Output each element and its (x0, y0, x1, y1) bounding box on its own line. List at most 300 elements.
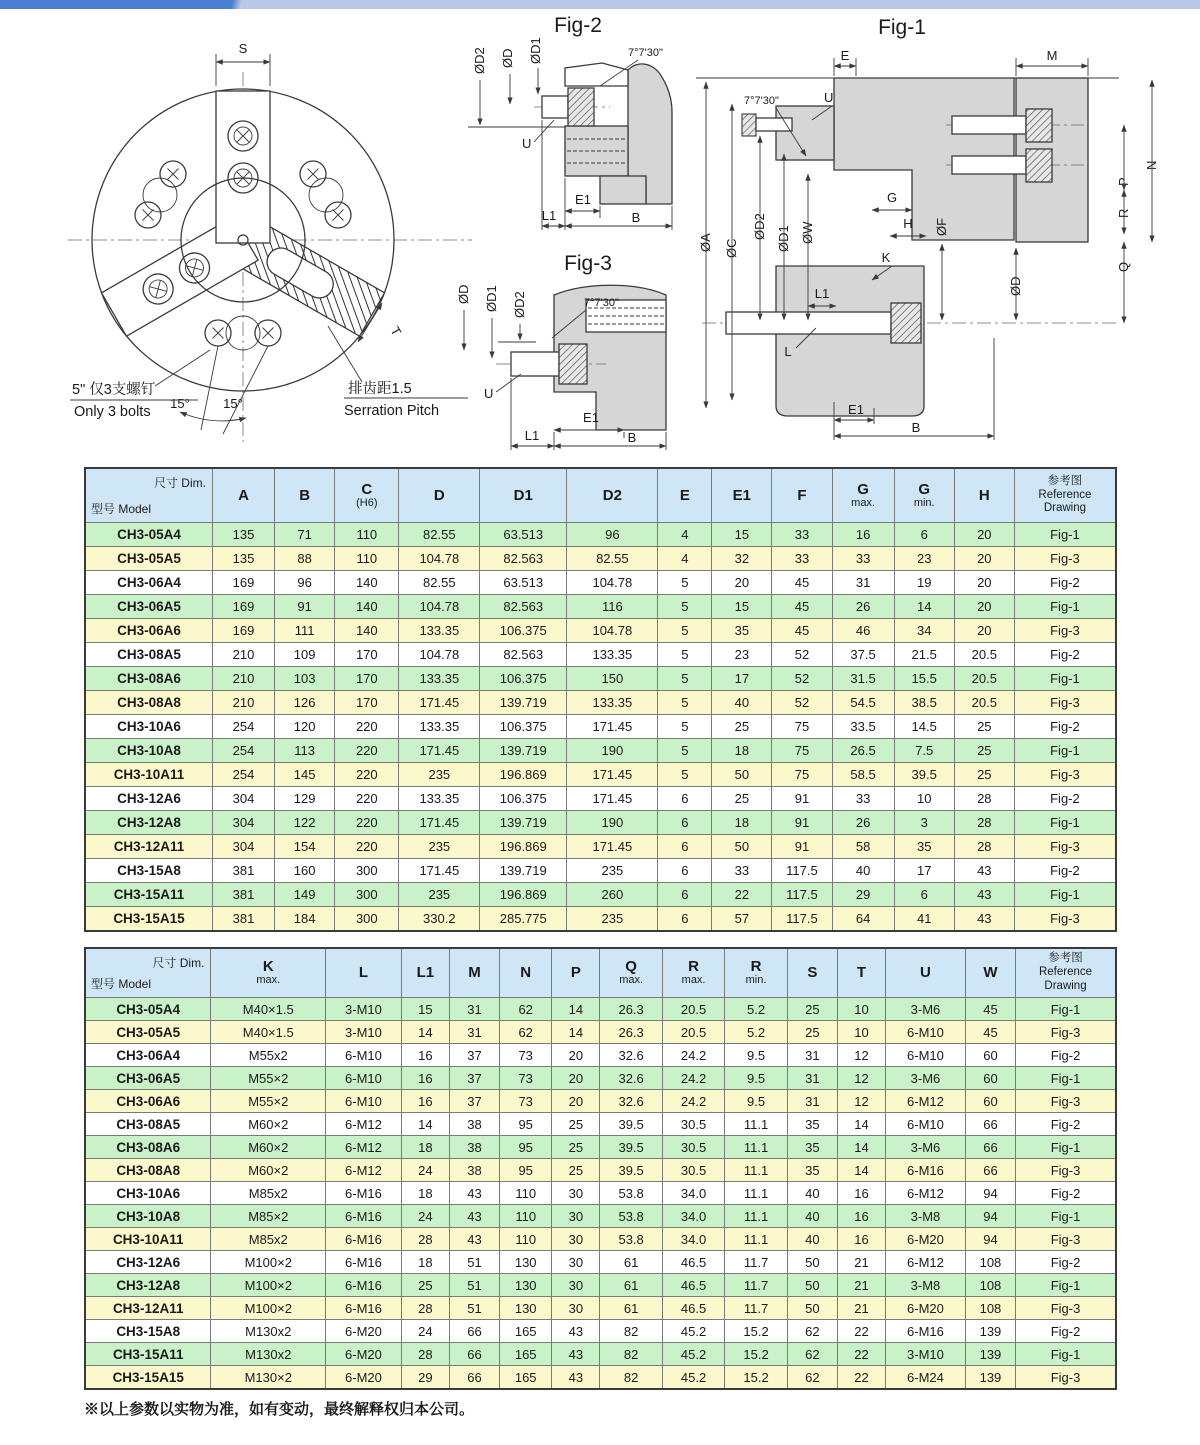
value-cell: 62 (787, 1320, 837, 1343)
model-cell: CH3-12A6 (85, 1251, 211, 1274)
value-cell: 139 (965, 1320, 1015, 1343)
value-cell: 15.2 (725, 1320, 787, 1343)
fig1-ow-label: ØW (800, 221, 815, 244)
value-cell: 71 (275, 523, 335, 547)
value-cell: 52 (772, 691, 832, 715)
value-cell: 33 (832, 787, 894, 811)
column-header: F (772, 468, 832, 523)
value-cell: 171.45 (567, 787, 658, 811)
value-cell: 169 (212, 619, 274, 643)
table-row (85, 1274, 1116, 1297)
table-row (85, 595, 1116, 619)
value-cell: 22 (837, 1343, 885, 1366)
value-cell: 28 (954, 835, 1014, 859)
value-cell: 15.2 (725, 1343, 787, 1366)
dim-s-label: S (238, 41, 248, 56)
value-cell: 381 (212, 883, 274, 907)
value-cell: 104.78 (399, 643, 480, 667)
value-cell: 133.35 (567, 691, 658, 715)
value-cell: M55×2 (211, 1067, 326, 1090)
value-cell: 38 (449, 1113, 499, 1136)
value-cell: 6-M16 (326, 1274, 402, 1297)
fig2-e1-label: E1 (575, 192, 591, 207)
value-cell: 254 (212, 739, 274, 763)
value-cell: M40×1.5 (211, 998, 326, 1021)
value-cell: 6-M12 (886, 1251, 966, 1274)
value-cell: 5 (658, 763, 712, 787)
value-cell: 66 (965, 1159, 1015, 1182)
table-row (85, 1182, 1116, 1205)
fig1-h-label: H (903, 216, 913, 231)
value-cell: 10 (837, 998, 885, 1021)
fig1-u-label: U (824, 90, 834, 105)
value-cell: 26.3 (600, 1021, 662, 1044)
reference-drawing-header: 参考图 Reference Drawing (1014, 468, 1116, 523)
value-cell: M40×1.5 (211, 1021, 326, 1044)
fig1-of-label: ØF (934, 217, 949, 236)
value-cell: 91 (772, 787, 832, 811)
value-cell: 31 (449, 1021, 499, 1044)
value-cell: 133.35 (399, 667, 480, 691)
reference-cell: Fig-3 (1014, 691, 1116, 715)
note-bolts-en: Only 3 bolts (74, 404, 151, 420)
value-cell: 30 (552, 1228, 600, 1251)
reference-cell: Fig-3 (1016, 1366, 1116, 1390)
value-cell: 14.5 (894, 715, 954, 739)
value-cell: 130 (500, 1297, 552, 1320)
column-header: U (886, 948, 966, 998)
value-cell: 11.7 (725, 1297, 787, 1320)
value-cell: 60 (965, 1044, 1015, 1067)
fig3-drawing (436, 240, 704, 458)
column-header: B (275, 468, 335, 523)
value-cell: 24.2 (662, 1067, 724, 1090)
value-cell: 82.563 (480, 643, 567, 667)
reference-cell: Fig-1 (1014, 739, 1116, 763)
value-cell: 50 (712, 835, 772, 859)
fig3-d2-label: ØD2 (512, 291, 527, 318)
model-cell: CH3-05A4 (85, 523, 212, 547)
value-cell: 62 (500, 1021, 552, 1044)
value-cell: 300 (335, 883, 399, 907)
model-cell: CH3-10A11 (85, 1228, 211, 1251)
value-cell: 45.2 (662, 1366, 724, 1390)
reference-cell: Fig-3 (1016, 1297, 1116, 1320)
reference-cell: Fig-2 (1014, 571, 1116, 595)
value-cell: 46 (832, 619, 894, 643)
value-cell: 14 (401, 1021, 449, 1044)
column-header: E (658, 468, 712, 523)
value-cell: M130x2 (211, 1343, 326, 1366)
reference-cell: Fig-3 (1014, 835, 1116, 859)
value-cell: 25 (552, 1159, 600, 1182)
table-corner-header: 尺寸 Dim. 型号 Model (85, 948, 211, 998)
value-cell: 126 (275, 691, 335, 715)
column-header: M (449, 948, 499, 998)
value-cell: 220 (335, 763, 399, 787)
value-cell: 30.5 (662, 1136, 724, 1159)
value-cell: 210 (212, 667, 274, 691)
fig1-angle-label: 7°7'30" (744, 95, 779, 107)
fig1-od-label: ØD (1008, 276, 1023, 296)
table-row (85, 523, 1116, 547)
value-cell: 6-M12 (326, 1159, 402, 1182)
value-cell: 34 (894, 619, 954, 643)
value-cell: 15 (712, 523, 772, 547)
value-cell: 6 (658, 907, 712, 932)
fig3-d1-label: ØD1 (484, 285, 499, 312)
value-cell: 25 (712, 715, 772, 739)
value-cell: 18 (401, 1182, 449, 1205)
column-header: C (H6) (335, 468, 399, 523)
value-cell: 46.5 (662, 1274, 724, 1297)
value-cell: 11.1 (725, 1205, 787, 1228)
value-cell: 133.35 (399, 619, 480, 643)
value-cell: 304 (212, 787, 274, 811)
value-cell: 52 (772, 643, 832, 667)
angle-right-label: 15° (223, 396, 243, 411)
value-cell: 16 (401, 1044, 449, 1067)
value-cell: 106.375 (480, 667, 567, 691)
value-cell: 254 (212, 715, 274, 739)
fig1-title: Fig-1 (878, 16, 926, 39)
value-cell: 20 (552, 1067, 600, 1090)
value-cell: 235 (399, 883, 480, 907)
value-cell: 43 (954, 883, 1014, 907)
table-row (85, 739, 1116, 763)
reference-cell: Fig-1 (1014, 595, 1116, 619)
value-cell: 95 (500, 1113, 552, 1136)
value-cell: 140 (335, 619, 399, 643)
value-cell: 171.45 (399, 691, 480, 715)
reference-cell: Fig-3 (1014, 619, 1116, 643)
value-cell: 62 (787, 1343, 837, 1366)
value-cell: 33 (772, 547, 832, 571)
value-cell: M60×2 (211, 1159, 326, 1182)
value-cell: 16 (837, 1205, 885, 1228)
value-cell: 165 (500, 1320, 552, 1343)
value-cell: 6-M10 (886, 1021, 966, 1044)
value-cell: 20.5 (954, 643, 1014, 667)
value-cell: 5 (658, 739, 712, 763)
value-cell: 23 (712, 643, 772, 667)
reference-cell: Fig-1 (1016, 1067, 1116, 1090)
value-cell: 108 (965, 1251, 1015, 1274)
value-cell: 61 (600, 1251, 662, 1274)
value-cell: 4 (658, 523, 712, 547)
reference-drawing-header: 参考图 Reference Drawing (1016, 948, 1116, 998)
value-cell: 20 (954, 571, 1014, 595)
reference-cell: Fig-1 (1014, 523, 1116, 547)
model-cell: CH3-08A6 (85, 667, 212, 691)
value-cell: 20 (552, 1044, 600, 1067)
value-cell: 3-M6 (886, 998, 966, 1021)
value-cell: 220 (335, 811, 399, 835)
value-cell: 165 (500, 1366, 552, 1390)
value-cell: 30 (552, 1251, 600, 1274)
value-cell: 6 (894, 883, 954, 907)
value-cell: 6-M16 (886, 1159, 966, 1182)
value-cell: 24.2 (662, 1044, 724, 1067)
value-cell: 6-M10 (886, 1044, 966, 1067)
value-cell: M100×2 (211, 1297, 326, 1320)
fig2-d1-label: ØD1 (528, 37, 543, 64)
value-cell: M100×2 (211, 1274, 326, 1297)
value-cell: 122 (275, 811, 335, 835)
note-serration-en: Serration Pitch (344, 403, 440, 419)
value-cell: 3-M6 (886, 1136, 966, 1159)
value-cell: 24 (401, 1159, 449, 1182)
value-cell: 170 (335, 667, 399, 691)
value-cell: 50 (712, 763, 772, 787)
value-cell: 16 (401, 1090, 449, 1113)
value-cell: 33 (832, 547, 894, 571)
value-cell: 14 (837, 1113, 885, 1136)
value-cell: 46.5 (662, 1251, 724, 1274)
value-cell: 15.5 (894, 667, 954, 691)
dimension-table-1 (84, 467, 1117, 932)
value-cell: 139 (965, 1366, 1015, 1390)
footer-note: ※以上参数以实物为准，如有变动，最终解释权归本公司。 (84, 1401, 475, 1418)
value-cell: 6-M12 (886, 1090, 966, 1113)
reference-cell: Fig-1 (1016, 1136, 1116, 1159)
value-cell: 6-M16 (886, 1320, 966, 1343)
value-cell: 28 (401, 1297, 449, 1320)
value-cell: 22 (712, 883, 772, 907)
fig1-q-label: Q (1116, 261, 1131, 272)
value-cell: 254 (212, 763, 274, 787)
value-cell: 17 (712, 667, 772, 691)
value-cell: 6-M20 (886, 1228, 966, 1251)
value-cell: 53.8 (600, 1228, 662, 1251)
value-cell: 6-M10 (326, 1044, 402, 1067)
value-cell: 18 (401, 1251, 449, 1274)
table-row (85, 547, 1116, 571)
value-cell: 40 (832, 859, 894, 883)
model-cell: CH3-12A11 (85, 835, 212, 859)
column-header: H (954, 468, 1014, 523)
value-cell: 82.563 (480, 595, 567, 619)
value-cell: 34.0 (662, 1205, 724, 1228)
value-cell: 88 (275, 547, 335, 571)
reference-cell: Fig-1 (1014, 811, 1116, 835)
value-cell: M130x2 (211, 1320, 326, 1343)
value-cell: 9.5 (725, 1090, 787, 1113)
value-cell: 12 (837, 1044, 885, 1067)
value-cell: 31 (787, 1044, 837, 1067)
value-cell: 22 (837, 1366, 885, 1390)
value-cell: 96 (567, 523, 658, 547)
value-cell: 25 (954, 739, 1014, 763)
value-cell: 11.1 (725, 1182, 787, 1205)
value-cell: 6 (658, 883, 712, 907)
fig2-b-label: B (631, 210, 641, 225)
reference-cell: Fig-3 (1014, 547, 1116, 571)
table-row (85, 1205, 1116, 1228)
fig1-od1-label: ØD1 (776, 225, 791, 252)
table-row (85, 1320, 1116, 1343)
value-cell: 63.513 (480, 523, 567, 547)
value-cell: 11.1 (725, 1136, 787, 1159)
value-cell: 25 (552, 1113, 600, 1136)
reference-cell: Fig-1 (1014, 667, 1116, 691)
value-cell: 25 (401, 1274, 449, 1297)
value-cell: 50 (787, 1251, 837, 1274)
column-header: W (965, 948, 1015, 998)
column-header: R min. (725, 948, 787, 998)
value-cell: 11.1 (725, 1228, 787, 1251)
value-cell: 95 (500, 1136, 552, 1159)
reference-cell: Fig-3 (1014, 907, 1116, 932)
value-cell: 3-M8 (886, 1205, 966, 1228)
value-cell: 6-M24 (886, 1366, 966, 1390)
column-header: D (399, 468, 480, 523)
value-cell: 75 (772, 763, 832, 787)
table-row (85, 691, 1116, 715)
value-cell: 169 (212, 595, 274, 619)
value-cell: 6 (658, 835, 712, 859)
value-cell: 16 (832, 523, 894, 547)
value-cell: 3 (894, 811, 954, 835)
value-cell: 235 (399, 763, 480, 787)
dim-t-label: T (387, 324, 405, 339)
value-cell: 43 (449, 1205, 499, 1228)
value-cell: 30 (552, 1205, 600, 1228)
value-cell: 20 (552, 1090, 600, 1113)
value-cell: 9.5 (725, 1044, 787, 1067)
value-cell: 31 (787, 1067, 837, 1090)
model-cell: CH3-08A6 (85, 1136, 211, 1159)
model-cell: CH3-10A11 (85, 763, 212, 787)
value-cell: 11.1 (725, 1113, 787, 1136)
value-cell: M100×2 (211, 1251, 326, 1274)
value-cell: 6-M10 (326, 1067, 402, 1090)
value-cell: 196.869 (480, 883, 567, 907)
top-jaw (216, 91, 270, 243)
value-cell: 57 (712, 907, 772, 932)
value-cell: 17 (894, 859, 954, 883)
value-cell: 20 (954, 547, 1014, 571)
fig1-l-label: L (784, 344, 792, 359)
value-cell: 220 (335, 835, 399, 859)
column-header: G max. (832, 468, 894, 523)
fig1-e-label: E (840, 48, 850, 63)
value-cell: 139 (965, 1343, 1015, 1366)
value-cell: 5 (658, 715, 712, 739)
value-cell: 14 (552, 998, 600, 1021)
model-cell: CH3-06A6 (85, 1090, 211, 1113)
value-cell: 160 (275, 859, 335, 883)
value-cell: 39.5 (600, 1113, 662, 1136)
table-row (85, 1159, 1116, 1182)
value-cell: 6-M16 (326, 1205, 402, 1228)
column-header: L1 (401, 948, 449, 998)
reference-cell: Fig-3 (1016, 1228, 1116, 1251)
value-cell: 381 (212, 859, 274, 883)
value-cell: 117.5 (772, 907, 832, 932)
table-row (85, 1343, 1116, 1366)
column-header: P (552, 948, 600, 998)
reference-cell: Fig-3 (1016, 1159, 1116, 1182)
value-cell: 6-M20 (886, 1297, 966, 1320)
value-cell: 34.0 (662, 1228, 724, 1251)
table-row (85, 1021, 1116, 1044)
value-cell: 91 (772, 811, 832, 835)
value-cell: 45 (965, 998, 1015, 1021)
model-cell: CH3-05A4 (85, 998, 211, 1021)
value-cell: 82.55 (399, 571, 480, 595)
value-cell: 40 (787, 1205, 837, 1228)
fig2-angle-label: 7°7'30" (628, 47, 663, 59)
value-cell: 39.5 (600, 1159, 662, 1182)
value-cell: 20.5 (954, 667, 1014, 691)
value-cell: 110 (335, 523, 399, 547)
value-cell: 20 (712, 571, 772, 595)
value-cell: 31.5 (832, 667, 894, 691)
value-cell: 43 (954, 907, 1014, 932)
value-cell: 40 (712, 691, 772, 715)
value-cell: 25 (552, 1136, 600, 1159)
value-cell: 32.6 (600, 1090, 662, 1113)
value-cell: 33 (772, 523, 832, 547)
value-cell: 63.513 (480, 571, 567, 595)
value-cell: 220 (335, 787, 399, 811)
value-cell: M130×2 (211, 1366, 326, 1390)
reference-cell: Fig-1 (1016, 1205, 1116, 1228)
fig2-l1-label: L1 (541, 208, 557, 223)
value-cell: 41 (894, 907, 954, 932)
value-cell: 6 (658, 811, 712, 835)
value-cell: 106.375 (480, 715, 567, 739)
value-cell: M60×2 (211, 1136, 326, 1159)
value-cell: 381 (212, 907, 274, 932)
fig1-drawing (684, 8, 1198, 460)
value-cell: 116 (567, 595, 658, 619)
model-cell: CH3-15A15 (85, 1366, 211, 1390)
value-cell: 21.5 (894, 643, 954, 667)
value-cell: 106.375 (480, 619, 567, 643)
value-cell: 18 (712, 811, 772, 835)
value-cell: 73 (500, 1090, 552, 1113)
value-cell: 50 (787, 1274, 837, 1297)
value-cell: 130 (500, 1274, 552, 1297)
value-cell: 26.3 (600, 998, 662, 1021)
value-cell: 5 (658, 667, 712, 691)
value-cell: 31 (449, 998, 499, 1021)
value-cell: 45.2 (662, 1320, 724, 1343)
value-cell: 25 (954, 763, 1014, 787)
value-cell: 113 (275, 739, 335, 763)
value-cell: 35 (894, 835, 954, 859)
table-row (85, 883, 1116, 907)
value-cell: 82.55 (399, 523, 480, 547)
value-cell: 20 (954, 523, 1014, 547)
value-cell: 25 (787, 1021, 837, 1044)
fig1-e1-label: E1 (848, 402, 864, 417)
table-row (85, 1090, 1116, 1113)
value-cell: 20.5 (954, 691, 1014, 715)
value-cell: 139.719 (480, 739, 567, 763)
model-cell: CH3-12A8 (85, 1274, 211, 1297)
table-corner-header: 尺寸 Dim. 型号 Model (85, 468, 212, 523)
value-cell: 6-M10 (886, 1113, 966, 1136)
fig2-d2-label: ØD2 (472, 47, 487, 74)
value-cell: 25 (787, 998, 837, 1021)
column-header: A (212, 468, 274, 523)
value-cell: 66 (965, 1136, 1015, 1159)
fig2-d-label: ØD (500, 48, 515, 68)
value-cell: 196.869 (480, 763, 567, 787)
